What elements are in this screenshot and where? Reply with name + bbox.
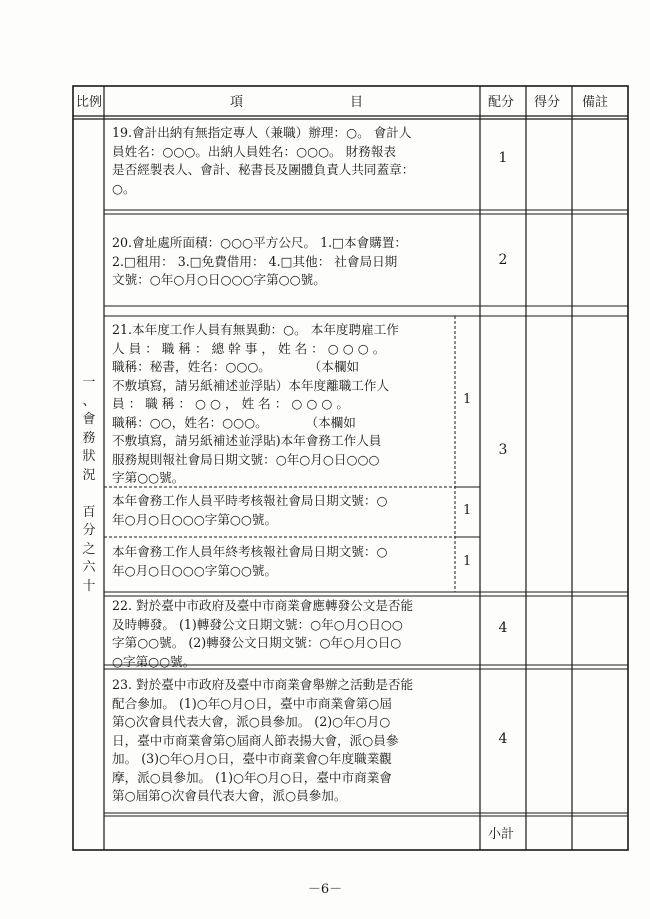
header-ratio: 比例: [76, 95, 103, 110]
item-22: [112, 597, 413, 671]
category-char: 之: [82, 541, 96, 557]
category-char: 務: [82, 430, 96, 446]
category-char: 十: [82, 578, 96, 594]
item-line: 配合參加。 (1)○年○月○日，臺中市商業會第○屆: [112, 695, 392, 711]
category-char: 、: [82, 393, 96, 409]
item-line: 21.本年度工作人員有無異動：○。 本年度聘雇工作: [112, 322, 399, 337]
points-21: 3: [498, 442, 508, 458]
category-char: [78, 485, 100, 504]
header-score: 得分: [534, 95, 561, 110]
item-line: 及時轉發。 (1)轉發公文日期文號：○年○月○日○○: [112, 616, 403, 632]
item-21-annual-review: [112, 543, 387, 580]
item-21: [112, 321, 399, 488]
item-line: ○字第○○號。: [112, 653, 196, 669]
item-line: 本年會務工作人員年終考核報社會局日期文號：○: [112, 544, 388, 559]
item-line: 不敷填寫，請另紙補述並浮貼）本年度離職工作人: [112, 377, 390, 393]
item-line: 19.會計出納有無指定專人（兼職）辦理：○。 會計人: [112, 125, 412, 140]
item-line: 2.□租用： 3.□免費借用： 4.□其他： 社會局日期: [112, 253, 398, 269]
item-line: 服務規則報社會局日期文號：○年○月○日○○○: [112, 451, 380, 467]
category-char: 一: [82, 375, 96, 390]
category-char: 六: [82, 560, 96, 575]
item-line: 職稱：秘書，姓名：○○○。 （本欄如: [112, 359, 360, 374]
item-20: [112, 234, 407, 290]
sub-points-21c: 1: [463, 554, 472, 569]
item-line: 是否經製表人、會計、秘書長及團體負責人共同蓋章：: [112, 162, 415, 177]
header-remarks: 備註: [582, 95, 609, 110]
points-22: 4: [498, 620, 508, 636]
item-line: 文號：○年○月○日○○○字第○○號。: [112, 272, 326, 287]
item-line: 22. 對於臺中市政府及臺中市商業會應轉發公文是否能: [112, 598, 414, 613]
subtotal-label: 小計: [488, 827, 515, 842]
item-line: 第○次會員代表大會，派○員參加。 (2)○年○月○: [112, 714, 391, 729]
item-line: 本年會務工作人員平時考核報社會局日期文號：○: [112, 493, 388, 508]
item-line: 年○月○日○○○字第○○號。: [112, 511, 278, 527]
item-line: 不敷填寫，請另紙補述並浮貼)本年會務工作人員: [112, 433, 382, 448]
item-23: [112, 676, 413, 806]
item-line: 日，臺中市商業會第○屆商人節表揚大會，派○員參: [112, 732, 399, 748]
item-line: 20.會址處所面積：○○○平方公尺。 1.□本會購置：: [112, 235, 408, 250]
item-line: 人 員 ： 職 稱 ： 總 幹 事 ， 姓 名 ： ○ ○ ○ 。: [112, 340, 386, 356]
item-line: ○。: [112, 180, 136, 196]
item-line: 字第○○號。 (2)轉發公文日期文號：○年○月○日○: [112, 635, 402, 650]
category-char: 況: [82, 467, 96, 483]
item-line: 第○屆第○次會員代表大會，派○員參加。: [112, 788, 347, 803]
category-char: 會: [82, 412, 96, 427]
item-19: [112, 124, 414, 198]
page-number: －6－: [307, 882, 343, 897]
header-item-a: 項: [230, 95, 244, 110]
item-line: 職稱：○○，姓名：○○○。 （本欄如: [112, 414, 356, 430]
item-line: 加。 (3)○年○月○日，臺中市商業會○年度職業觀: [112, 751, 392, 766]
item-line: 字第○○號。: [112, 470, 185, 485]
points-19: 1: [498, 150, 508, 166]
item-line: 23. 對於臺中市政府及臺中市商業會舉辦之活動是否能: [112, 677, 414, 692]
sub-points-21b: 1: [463, 503, 472, 518]
category-label: [78, 374, 100, 596]
points-20: 2: [498, 252, 508, 268]
item-line: 員 ： 職 稱 ： ○ ○ ， 姓 名 ： ○ ○ ○ 。: [112, 396, 349, 411]
item-line: 摩，派○員參加。 (1)○年○月○日，臺中市商業會: [112, 769, 392, 785]
header-item-b: 目: [350, 95, 364, 110]
sub-points-21: 1: [463, 392, 472, 407]
item-line: 員姓名：○○○。出納人員姓名：○○○。 財務報表: [112, 143, 397, 159]
header-points: 配分: [488, 95, 515, 110]
item-line: 年○月○日○○○字第○○號。: [112, 562, 278, 578]
category-char: 分: [82, 523, 96, 538]
points-23: 4: [498, 731, 508, 747]
category-char: 百: [82, 504, 96, 520]
item-21-periodic-review: [112, 492, 387, 529]
category-char: 狀: [82, 449, 96, 464]
